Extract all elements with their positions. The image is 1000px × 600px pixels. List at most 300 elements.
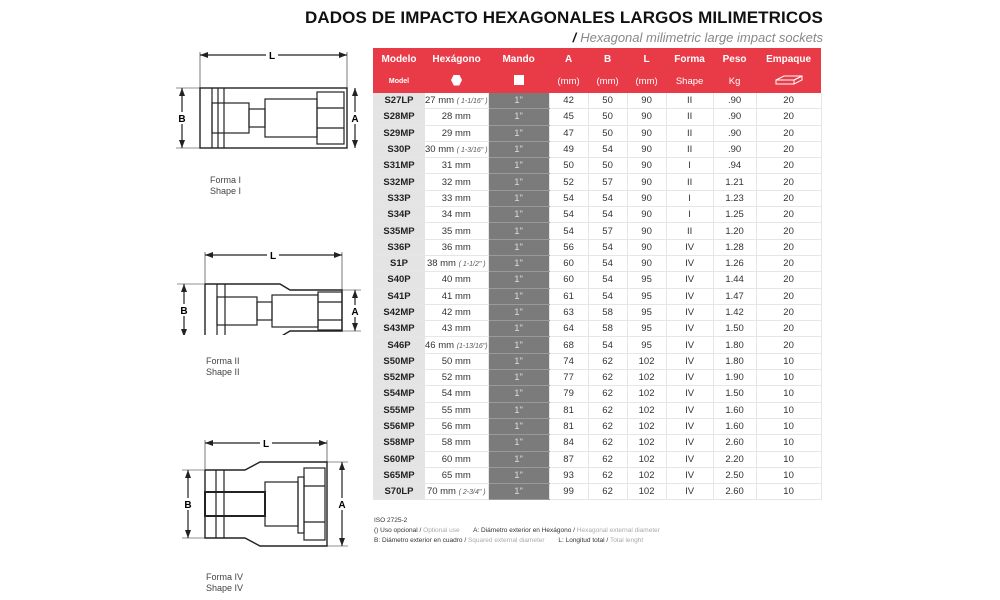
cell-a: 56 xyxy=(549,239,588,255)
hex-size: 27 mm xyxy=(425,95,455,107)
cell-weight: .90 xyxy=(713,93,756,109)
cell-b: 62 xyxy=(588,467,627,483)
note-a-es: A: Diámetro exterior en Hexágono / xyxy=(473,527,575,534)
hex-size: 33 mm xyxy=(441,192,471,204)
hex-size: 43 mm xyxy=(441,323,471,335)
cell-pack: 20 xyxy=(756,239,821,255)
table-row xyxy=(373,451,821,467)
cell-pack: 20 xyxy=(756,321,821,337)
cell-a: 79 xyxy=(549,386,588,402)
cell-b: 50 xyxy=(588,125,627,141)
cell-pack: 20 xyxy=(756,207,821,223)
hex-size: 31 mm xyxy=(441,160,471,172)
subheader-pack xyxy=(756,70,821,93)
note-a-en: Hexagonal external diameter xyxy=(576,527,660,534)
cell-model: S42MP xyxy=(373,304,425,320)
cell-weight: .94 xyxy=(713,158,756,174)
cell-model: S1P xyxy=(373,255,425,271)
cell-drive: 1" xyxy=(488,337,549,353)
cell-hex xyxy=(425,321,488,337)
cell-model: S56MP xyxy=(373,418,425,434)
label-a: A xyxy=(351,114,359,125)
cell-hex xyxy=(425,337,488,353)
cell-weight: 1.20 xyxy=(713,223,756,239)
cell-l: 95 xyxy=(627,288,666,304)
hex-size: 42 mm xyxy=(441,307,471,318)
cell-shape: II xyxy=(666,223,713,239)
note-b-es: B: Diámetro exterior en cuadro / xyxy=(374,537,467,544)
cell-shape: IV xyxy=(666,402,713,418)
cell-a: 61 xyxy=(549,288,588,304)
cell-pack: 10 xyxy=(756,484,821,500)
table-row xyxy=(373,402,821,418)
cell-drive: 1" xyxy=(488,223,549,239)
cell-weight: 2.50 xyxy=(713,467,756,483)
hex-size: 46 mm xyxy=(425,339,455,351)
cell-l: 90 xyxy=(627,255,666,271)
cell-drive: 1" xyxy=(488,304,549,320)
table-row xyxy=(373,353,821,369)
table-row xyxy=(373,190,821,206)
cell-b: 62 xyxy=(588,386,627,402)
cell-l: 90 xyxy=(627,109,666,125)
cell-hex xyxy=(425,272,488,288)
cell-drive: 1" xyxy=(488,451,549,467)
hexagon-icon xyxy=(451,75,462,86)
cell-drive: 1" xyxy=(488,386,549,402)
cell-drive: 1" xyxy=(488,109,549,125)
cell-drive: 1" xyxy=(488,125,549,141)
cell-shape: IV xyxy=(666,484,713,500)
cell-b: 50 xyxy=(588,93,627,109)
table-row xyxy=(373,337,821,353)
cell-shape: II xyxy=(666,174,713,190)
caption-es: Forma II xyxy=(206,356,240,366)
cell-shape: I xyxy=(666,158,713,174)
cell-model: S35MP xyxy=(373,223,425,239)
cell-drive: 1" xyxy=(488,288,549,304)
cell-b: 54 xyxy=(588,288,627,304)
cell-hex xyxy=(425,467,488,483)
cell-a: 63 xyxy=(549,304,588,320)
note-line-2 xyxy=(374,536,660,546)
cell-model: S60MP xyxy=(373,451,425,467)
hex-size: 28 mm xyxy=(441,111,471,123)
cell-pack: 20 xyxy=(756,337,821,353)
cell-model: S40P xyxy=(373,272,425,288)
table-row xyxy=(373,386,821,402)
cell-weight: 2.60 xyxy=(713,484,756,500)
cell-pack: 20 xyxy=(756,190,821,206)
cell-a: 68 xyxy=(549,337,588,353)
cell-weight: 1.50 xyxy=(713,321,756,337)
caption-en: Shape IV xyxy=(206,583,244,593)
header-hex: Hexágono xyxy=(425,48,488,70)
note-standard: ISO 2725-2 xyxy=(374,517,408,524)
cell-b: 62 xyxy=(588,418,627,434)
note-b-en: Squared external diameter xyxy=(467,537,545,544)
cell-shape: IV xyxy=(666,304,713,320)
cell-a: 81 xyxy=(549,418,588,434)
cell-weight: 1.21 xyxy=(713,174,756,190)
subheader-model: Model xyxy=(373,70,425,93)
header-l: L xyxy=(627,48,666,70)
cell-weight: 1.90 xyxy=(713,370,756,386)
cell-a: 60 xyxy=(549,272,588,288)
cell-a: 60 xyxy=(549,255,588,271)
cell-model: S31MP xyxy=(373,158,425,174)
cell-a: 47 xyxy=(549,125,588,141)
cell-l: 90 xyxy=(627,93,666,109)
hex-size: 30 mm xyxy=(425,144,455,156)
caption-es: Forma I xyxy=(210,175,242,185)
table-row xyxy=(373,272,821,288)
cell-hex xyxy=(425,207,488,223)
cell-hex xyxy=(425,484,488,500)
cell-hex xyxy=(425,288,488,304)
cell-pack: 10 xyxy=(756,370,821,386)
cell-drive: 1" xyxy=(488,321,549,337)
cell-l: 90 xyxy=(627,239,666,255)
page-title: DADOS DE IMPACTO HEXAGONALES LARGOS MILIMETRICOS xyxy=(305,8,823,27)
label-l: L xyxy=(268,51,276,62)
cell-model: S33P xyxy=(373,190,425,206)
cell-a: 84 xyxy=(549,435,588,451)
cell-l: 102 xyxy=(627,370,666,386)
table-row xyxy=(373,239,821,255)
cell-b: 54 xyxy=(588,190,627,206)
cell-b: 62 xyxy=(588,402,627,418)
cell-model: S65MP xyxy=(373,467,425,483)
cell-pack: 20 xyxy=(756,93,821,109)
hex-size: 40 mm xyxy=(441,274,471,286)
cell-l: 90 xyxy=(627,174,666,190)
cell-drive: 1" xyxy=(488,93,549,109)
caption-en: Shape II xyxy=(206,367,240,377)
cell-b: 57 xyxy=(588,223,627,239)
hex-inch-equivalent: ( 1-1/16" ) xyxy=(456,98,488,106)
cell-l: 90 xyxy=(627,190,666,206)
cell-l: 90 xyxy=(627,125,666,141)
cell-l: 95 xyxy=(627,304,666,320)
subheader-shape: Shape xyxy=(666,70,713,93)
caption-es: Forma IV xyxy=(206,572,244,582)
cell-shape: II xyxy=(666,93,713,109)
cell-pack: 20 xyxy=(756,109,821,125)
hex-size: 56 mm xyxy=(441,421,471,433)
cell-a: 50 xyxy=(549,158,588,174)
cell-l: 102 xyxy=(627,435,666,451)
subheader-hex xyxy=(425,70,488,93)
cell-model: S52MP xyxy=(373,370,425,386)
cell-drive: 1" xyxy=(488,174,549,190)
cell-b: 54 xyxy=(588,207,627,223)
cell-l: 102 xyxy=(627,353,666,369)
hex-inch-equivalent: ( 1-1/2" ) xyxy=(458,261,486,269)
header-drive: Mando xyxy=(488,48,549,70)
label-b: B xyxy=(184,500,192,511)
note-line-1 xyxy=(374,526,660,536)
subtitle-text: Hexagonal milimetric large impact sockets xyxy=(580,30,823,45)
cell-l: 90 xyxy=(627,223,666,239)
hex-size: 54 mm xyxy=(441,388,471,400)
cell-drive: 1" xyxy=(488,402,549,418)
cell-b: 62 xyxy=(588,451,627,467)
cell-drive: 1" xyxy=(488,190,549,206)
cell-pack: 10 xyxy=(756,353,821,369)
cell-a: 93 xyxy=(549,467,588,483)
cell-weight: 1.42 xyxy=(713,304,756,320)
cell-b: 57 xyxy=(588,174,627,190)
cell-weight: 1.28 xyxy=(713,239,756,255)
cell-hex xyxy=(425,451,488,467)
cell-pack: 10 xyxy=(756,435,821,451)
table-row xyxy=(373,255,821,271)
note-optional-es: () Uso opcional / xyxy=(374,527,422,534)
cell-pack: 10 xyxy=(756,467,821,483)
hex-size: 36 mm xyxy=(441,241,471,253)
table-row xyxy=(373,158,821,174)
cell-b: 54 xyxy=(588,141,627,157)
hex-size: 41 mm xyxy=(441,290,471,302)
cell-a: 45 xyxy=(549,109,588,125)
cell-weight: 2.60 xyxy=(713,435,756,451)
cell-model: S28MP xyxy=(373,109,425,125)
cell-shape: IV xyxy=(666,353,713,369)
subheader-drive xyxy=(488,70,549,93)
cell-b: 54 xyxy=(588,337,627,353)
cell-model: S29MP xyxy=(373,125,425,141)
note-optional-en: Optional use xyxy=(423,527,460,534)
table-row xyxy=(373,370,821,386)
cell-drive: 1" xyxy=(488,207,549,223)
table-row xyxy=(373,484,821,500)
cell-b: 62 xyxy=(588,484,627,500)
caption-shape-2 xyxy=(206,356,240,378)
cell-a: 54 xyxy=(549,223,588,239)
cell-weight: 1.80 xyxy=(713,337,756,353)
cell-weight: 1.23 xyxy=(713,190,756,206)
table-row xyxy=(373,418,821,434)
cell-b: 62 xyxy=(588,353,627,369)
subheader-a: (mm) xyxy=(549,70,588,93)
hex-size: 52 mm xyxy=(441,372,471,384)
cell-model: S41P xyxy=(373,288,425,304)
hex-size: 58 mm xyxy=(441,437,471,449)
cell-drive: 1" xyxy=(488,467,549,483)
cell-weight: .90 xyxy=(713,109,756,125)
cell-a: 77 xyxy=(549,370,588,386)
cell-shape: IV xyxy=(666,451,713,467)
cell-model: S70LP xyxy=(373,484,425,500)
cell-model: S27LP xyxy=(373,93,425,109)
hex-inch-equivalent: ( 2-3/4" ) xyxy=(458,489,486,497)
cell-shape: II xyxy=(666,125,713,141)
cell-hex xyxy=(425,402,488,418)
cell-shape: IV xyxy=(666,435,713,451)
caption-shape-1 xyxy=(210,175,241,197)
cell-pack: 20 xyxy=(756,304,821,320)
cell-a: 52 xyxy=(549,174,588,190)
hex-size: 38 mm xyxy=(426,258,456,270)
cell-l: 102 xyxy=(627,451,666,467)
cell-a: 49 xyxy=(549,141,588,157)
hex-size: 60 mm xyxy=(441,453,471,465)
cell-b: 50 xyxy=(588,158,627,174)
cell-pack: 10 xyxy=(756,386,821,402)
hex-size: 29 mm xyxy=(441,127,471,139)
header-shape: Forma xyxy=(666,48,713,70)
cell-drive: 1" xyxy=(488,272,549,288)
subtitle-slash: / xyxy=(572,30,577,45)
cell-shape: IV xyxy=(666,370,713,386)
cell-l: 90 xyxy=(627,158,666,174)
table-row xyxy=(373,304,821,320)
table-row xyxy=(373,321,821,337)
cell-pack: 20 xyxy=(756,158,821,174)
cell-l: 102 xyxy=(627,467,666,483)
cell-model: S58MP xyxy=(373,435,425,451)
cell-model: S54MP xyxy=(373,386,425,402)
cell-b: 58 xyxy=(588,321,627,337)
table-row xyxy=(373,93,821,109)
cell-a: 99 xyxy=(549,484,588,500)
cell-b: 50 xyxy=(588,109,627,125)
note-l-en: Total lenght xyxy=(609,537,644,544)
hex-size: 65 mm xyxy=(441,469,471,481)
cell-weight: 2.20 xyxy=(713,451,756,467)
cell-hex xyxy=(425,93,488,109)
table-row xyxy=(373,174,821,190)
cell-a: 81 xyxy=(549,402,588,418)
cell-pack: 20 xyxy=(756,125,821,141)
hex-size: 55 mm xyxy=(441,404,471,416)
drawing-shape-1 xyxy=(170,50,370,150)
cell-hex xyxy=(425,386,488,402)
hex-size: 35 mm xyxy=(441,225,471,237)
cell-a: 64 xyxy=(549,321,588,337)
cell-weight: 1.60 xyxy=(713,418,756,434)
cell-l: 102 xyxy=(627,386,666,402)
cell-drive: 1" xyxy=(488,239,549,255)
cell-drive: 1" xyxy=(488,484,549,500)
cell-l: 90 xyxy=(627,141,666,157)
note-l-es: L: Longitud total / xyxy=(558,537,609,544)
cell-hex xyxy=(425,304,488,320)
caption-en: Shape I xyxy=(210,186,242,196)
caption-shape-4 xyxy=(206,572,243,594)
page-subtitle xyxy=(573,30,823,45)
cell-weight: .90 xyxy=(713,125,756,141)
cell-pack: 10 xyxy=(756,451,821,467)
sockets-spec-table xyxy=(373,48,822,500)
cell-model: S32MP xyxy=(373,174,425,190)
cell-b: 54 xyxy=(588,272,627,288)
cell-l: 102 xyxy=(627,402,666,418)
cell-hex xyxy=(425,190,488,206)
cell-pack: 10 xyxy=(756,418,821,434)
cell-model: S30P xyxy=(373,141,425,157)
cell-model: S46P xyxy=(373,337,425,353)
cell-l: 95 xyxy=(627,272,666,288)
header-pack: Empaque xyxy=(756,48,821,70)
table-row xyxy=(373,435,821,451)
cell-model: S43MP xyxy=(373,321,425,337)
header-a: A xyxy=(549,48,588,70)
cell-hex xyxy=(425,370,488,386)
table-row xyxy=(373,125,821,141)
hex-inch-equivalent: (1-13/16") xyxy=(456,342,488,350)
hex-size: 50 mm xyxy=(441,355,471,367)
cell-weight: 1.80 xyxy=(713,353,756,369)
cell-hex xyxy=(425,239,488,255)
cell-pack: 20 xyxy=(756,272,821,288)
cell-model: S34P xyxy=(373,207,425,223)
cell-a: 54 xyxy=(549,207,588,223)
cell-shape: I xyxy=(666,190,713,206)
label-b: B xyxy=(180,306,188,317)
cell-hex xyxy=(425,223,488,239)
cell-pack: 20 xyxy=(756,288,821,304)
cell-drive: 1" xyxy=(488,418,549,434)
cell-shape: I xyxy=(666,207,713,223)
drawing-shape-2 xyxy=(175,250,375,335)
hex-inch-equivalent: ( 1-3/16" ) xyxy=(456,147,488,155)
drawing-shape-4 xyxy=(180,438,370,548)
cell-l: 95 xyxy=(627,321,666,337)
cell-hex xyxy=(425,141,488,157)
cell-weight: 1.47 xyxy=(713,288,756,304)
cell-b: 62 xyxy=(588,435,627,451)
cell-weight: 1.25 xyxy=(713,207,756,223)
cell-pack: 10 xyxy=(756,402,821,418)
cell-drive: 1" xyxy=(488,255,549,271)
cell-a: 54 xyxy=(549,190,588,206)
cell-hex xyxy=(425,158,488,174)
cell-pack: 20 xyxy=(756,255,821,271)
cell-hex xyxy=(425,125,488,141)
cell-drive: 1" xyxy=(488,141,549,157)
cell-b: 62 xyxy=(588,370,627,386)
cell-weight: .90 xyxy=(713,141,756,157)
table-row xyxy=(373,207,821,223)
cell-pack: 20 xyxy=(756,174,821,190)
label-b: B xyxy=(178,114,186,125)
cell-l: 102 xyxy=(627,418,666,434)
cell-shape: II xyxy=(666,109,713,125)
subheader-b: (mm) xyxy=(588,70,627,93)
cell-hex xyxy=(425,109,488,125)
cell-hex xyxy=(425,435,488,451)
cell-model: S55MP xyxy=(373,402,425,418)
label-a: A xyxy=(338,500,346,511)
cell-pack: 20 xyxy=(756,141,821,157)
cell-drive: 1" xyxy=(488,370,549,386)
cell-shape: IV xyxy=(666,288,713,304)
hex-size: 34 mm xyxy=(441,209,471,221)
footnotes xyxy=(374,516,660,546)
label-a: A xyxy=(351,307,359,318)
cell-shape: IV xyxy=(666,321,713,337)
cell-l: 90 xyxy=(627,207,666,223)
label-l: L xyxy=(269,251,277,262)
cell-drive: 1" xyxy=(488,435,549,451)
cell-pack: 20 xyxy=(756,223,821,239)
cell-shape: IV xyxy=(666,255,713,271)
cell-shape: IV xyxy=(666,272,713,288)
cell-hex xyxy=(425,255,488,271)
cell-b: 54 xyxy=(588,239,627,255)
